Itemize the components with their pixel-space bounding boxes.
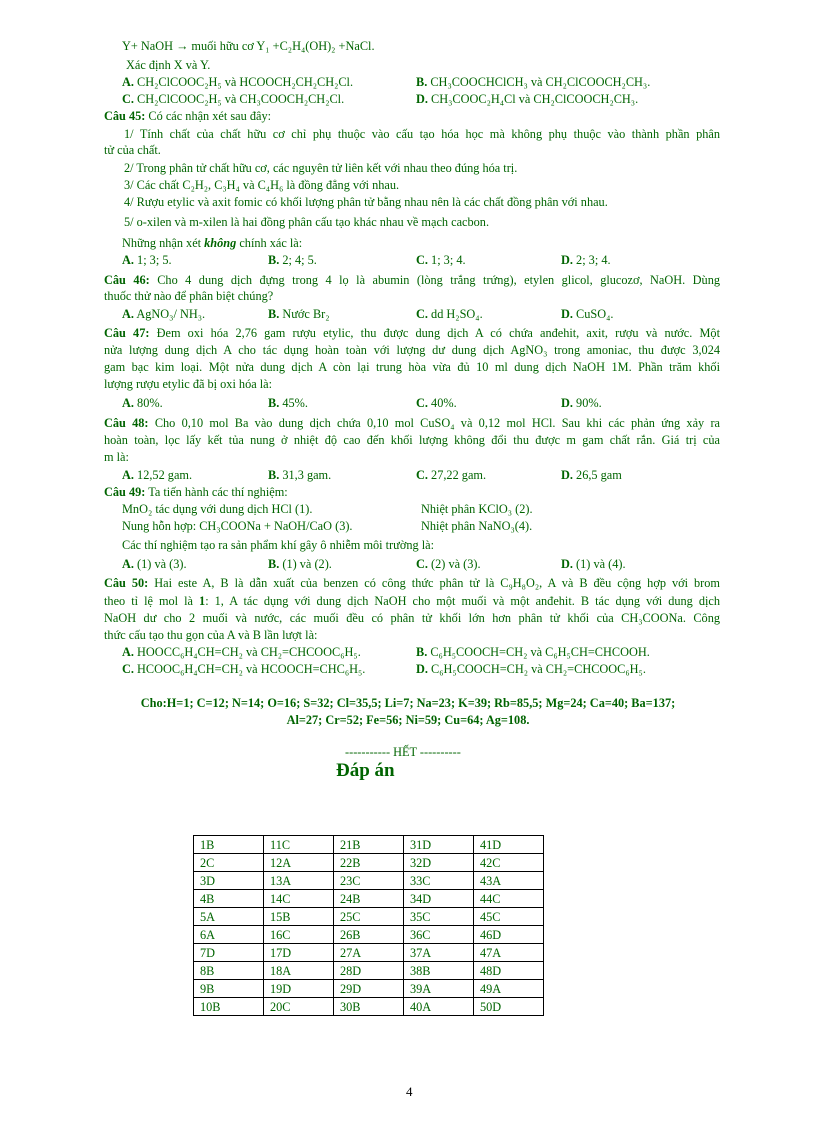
answer-cell: 47A — [474, 944, 544, 962]
q50-option-a: A. HOOCC₆H₄CH=CH₂ và CH₂=CHCOOC₆H₅. — [122, 645, 361, 659]
q45-option-c: C. 1; 3; 4. — [416, 253, 466, 267]
q48-label: Câu 48: — [104, 416, 149, 430]
q46-option-a: A. AgNO₃/ NH₃. — [122, 307, 206, 321]
answer-cell: 43A — [474, 872, 544, 890]
q49-ask: Các thí nghiệm tạo ra sản phẩm khí gây ô nhiễm môi trường là: — [122, 538, 434, 552]
q49-experiment-3: Nung hỗn hợp: CH₃COONa + NaOH/CaO (3). — [122, 519, 353, 533]
page-number: 4 — [406, 1084, 413, 1099]
answer-cell: 9B — [194, 980, 264, 998]
table-row — [194, 854, 544, 872]
table-row — [194, 872, 544, 890]
q49-experiment-4: Nhiệt phân NaNO₃(4). — [421, 519, 533, 533]
answer-cell: 13A — [264, 872, 334, 890]
answer-cell: 6A — [194, 926, 264, 944]
answer-cell: 49A — [474, 980, 544, 998]
answer-cell: 31D — [404, 836, 474, 854]
table-row — [194, 962, 544, 980]
end-marker: ----------- HẾT ---------- — [345, 745, 461, 759]
answer-cell: 17D — [264, 944, 334, 962]
q50-label: Câu 50: — [104, 576, 149, 590]
q47-label: Câu 47: — [104, 326, 150, 340]
q45-statement-5: 5/ o-xilen và m-xilen là hai đồng phân cấu tạo khác nhau về mạch cacbon. — [124, 215, 490, 229]
answer-cell: 19D — [264, 980, 334, 998]
answer-cell: 2C — [194, 854, 264, 872]
q44-option-b: B. CH₃COOCHClCH₃ và CH₂ClCOOCH₂CH₃. — [416, 75, 651, 89]
answer-cell: 3D — [194, 872, 264, 890]
q49-stem: Câu 49: Ta tiến hành các thí nghiệm: — [104, 485, 288, 499]
q46-option-c: C. dd H₂SO₄. — [416, 307, 483, 321]
answer-cell: 48D — [474, 962, 544, 980]
atomic-masses-line-1: Cho:H=1; C=12; N=14; O=16; S=32; Cl=35,5; Li=7; Na=23; K=39; Rb=85,5; Mg=24; Ca=40; Ba=137; — [140, 696, 676, 710]
q45-statement-4: 4/ Rượu etylic và axit fomic có khối lượng phân tử bằng nhau nên là các chất đồng phân với nhau. — [124, 195, 608, 209]
q47-option-b: B. 45%. — [268, 396, 308, 410]
answer-cell: 18A — [264, 962, 334, 980]
q50-option-b: B. C₆H₅COOCH=CH₂ và C₆H₅CH=CHCOOH. — [416, 645, 650, 659]
answer-cell: 44C — [474, 890, 544, 908]
q45-statement-3: 3/ Các chất C₂H₂, C₃H₄ và C₄H₆ là đồng đẳng với nhau. — [124, 178, 400, 192]
q48-line-1: Câu 48: Cho 0,10 mol Ba vào dung dịch chứa 0,10 mol CuSO₄ và 0,12 mol HCl. Sau khi các phản ứng xảy ra — [104, 416, 721, 430]
q47-option-a: A. 80%. — [122, 396, 163, 410]
answer-cell: 4B — [194, 890, 264, 908]
answer-cell: 39A — [404, 980, 474, 998]
answer-cell: 14C — [264, 890, 334, 908]
answer-cell: 20C — [264, 998, 334, 1016]
answer-cell: 45C — [474, 908, 544, 926]
q50-line-3: NaOH dư cho 2 muối và nước, các muối đều có phân tử khối lớn hơn phân tử khối của CH₃COONa. Công — [104, 611, 720, 625]
q47-option-c: C. 40%. — [416, 396, 457, 410]
q45-label: Câu 45: — [104, 109, 146, 123]
answer-cell: 26B — [334, 926, 404, 944]
answer-cell: 1B — [194, 836, 264, 854]
q49-experiment-2: Nhiệt phân KClO₃ (2). — [421, 502, 533, 516]
answer-cell: 29D — [334, 980, 404, 998]
q49-option-c: C. (2) và (3). — [416, 557, 481, 571]
table-row — [194, 908, 544, 926]
q50-option-c: C. HCOOC₆H₄CH=CH₂ và HCOOCH=CHC₆H₅. — [122, 662, 366, 676]
answer-title: Đáp án — [336, 760, 395, 781]
answer-cell: 27A — [334, 944, 404, 962]
q50-line-2: theo tỉ lệ mol là 1: 1, A tác dụng với dung dịch NaOH cho một muối và một anđehit. B tác dụng với dung dịch — [104, 594, 720, 608]
answer-cell: 38B — [404, 962, 474, 980]
answer-cell: 10B — [194, 998, 264, 1016]
q47-line-4: lượng rượu etylic đã bị oxi hóa là: — [104, 377, 273, 391]
answer-cell: 33C — [404, 872, 474, 890]
answer-cell: 40A — [404, 998, 474, 1016]
q45-option-a: A. 1; 3; 5. — [122, 253, 172, 267]
answer-cell: 36C — [404, 926, 474, 944]
q48-option-c: C. 27,22 gam. — [416, 468, 487, 482]
answer-cell: 16C — [264, 926, 334, 944]
q45-option-b: B. 2; 4; 5. — [268, 253, 317, 267]
q49-option-d: D. (1) và (4). — [561, 557, 626, 571]
answer-cell: 8B — [194, 962, 264, 980]
q45-stem: Câu 45: Có các nhận xét sau đây: — [104, 109, 272, 123]
table-row — [194, 926, 544, 944]
answer-cell: 25C — [334, 908, 404, 926]
answer-cell: 21B — [334, 836, 404, 854]
answer-cell: 35C — [404, 908, 474, 926]
q46-line-1: Câu 46: Cho 4 dung dịch đựng trong 4 lọ là abumin (lòng trắng trứng), etylen glicol, glucozơ, NaOH. Dùng — [104, 273, 720, 287]
answer-cell: 50D — [474, 998, 544, 1016]
q48-option-a: A. 12,52 gam. — [122, 468, 193, 482]
answer-cell: 12A — [264, 854, 334, 872]
answer-cell: 46D — [474, 926, 544, 944]
answer-cell: 11C — [264, 836, 334, 854]
answer-cell: 32D — [404, 854, 474, 872]
answer-cell: 7D — [194, 944, 264, 962]
answer-cell: 37A — [404, 944, 474, 962]
q47-option-d: D. 90%. — [561, 396, 602, 410]
answer-table — [193, 835, 544, 1016]
answer-cell: 42C — [474, 854, 544, 872]
answer-cell: 15B — [264, 908, 334, 926]
q45-ask: Những nhận xét không chính xác là: — [122, 236, 303, 250]
table-row — [194, 998, 544, 1016]
q44-option-a: A. CH₂ClCOOC₂H₅ và HCOOCH₂CH₂CH₂Cl. — [122, 75, 354, 89]
question-line: Xác định X và Y. — [126, 58, 211, 72]
q49-option-b: B. (1) và (2). — [268, 557, 332, 571]
table-row — [194, 980, 544, 998]
q49-experiment-1: MnO₂ tác dụng với dung dịch HCl (1). — [122, 502, 313, 516]
table-row — [194, 944, 544, 962]
q44-option-d: D. CH₃COOC₂H₄Cl và CH₂ClCOOCH₂CH₃. — [416, 92, 639, 106]
q45-option-d: D. 2; 3; 4. — [561, 253, 611, 267]
answer-cell: 34D — [404, 890, 474, 908]
q45-statement-1-cont: tử của chất. — [104, 143, 161, 157]
q50-line-1: Câu 50: Hai este A, B là dẫn xuất của benzen có công thức phân tử là C₉H₈O₂, A và B đều cộng hợp với brom — [104, 576, 720, 590]
answer-cell: 24B — [334, 890, 404, 908]
answer-cell: 5A — [194, 908, 264, 926]
q44-option-c: C. CH₂ClCOOC₂H₅ và CH₃COOCH₂CH₂Cl. — [122, 92, 345, 106]
q46-option-b: B. Nước Br₂ — [268, 307, 330, 321]
q45-statement-2: 2/ Trong phân tử chất hữu cơ, các nguyên tử liên kết với nhau theo đúng hóa trị. — [124, 161, 518, 175]
q46-label: Câu 46: — [104, 273, 150, 287]
table-row — [194, 890, 544, 908]
reaction-line: Y+ NaOH → muối hữu cơ Y₁ +C₂H₄(OH)₂ +NaCl. — [122, 39, 375, 53]
q48-option-d: D. 26,5 gam — [561, 468, 622, 482]
q47-line-3: gam bạc kim loại. Một nửa dung dịch A còn lại trung hòa vừa đủ 10 ml dung dịch NaOH 1M. Phần trăm khối — [104, 360, 720, 374]
atomic-masses-line-2: Al=27; Cr=52; Fe=56; Ni=59; Cu=64; Ag=108. — [286, 713, 530, 727]
answer-cell: 30B — [334, 998, 404, 1016]
q46-line-2: thuốc thử nào để phân biệt chúng? — [104, 289, 274, 303]
answer-cell: 22B — [334, 854, 404, 872]
q48-option-b: B. 31,3 gam. — [268, 468, 332, 482]
answer-cell: 23C — [334, 872, 404, 890]
q50-line-4: thức cấu tạo thu gọn của A và B lần lượt là: — [104, 628, 318, 642]
q47-line-2: nửa lượng dung dịch A cho tác dụng hoàn toàn với lượng dư dung dịch AgNO₃ trong amoniac, thu được 3,024 — [104, 343, 720, 357]
q47-line-1: Câu 47: Đem oxi hóa 2,76 gam rượu etylic, thu được dung dịch A có chứa anđehit, axit, rượu và nước. Một — [104, 326, 720, 340]
table-row — [194, 836, 544, 854]
q46-option-d: D. CuSO₄. — [561, 307, 614, 321]
q49-label: Câu 49: — [104, 485, 146, 499]
q48-line-3: m là: — [104, 450, 129, 464]
q50-option-d: D. C₆H₅COOCH=CH₂ và CH₂=CHCOOC₆H₅. — [416, 662, 646, 676]
q49-option-a: A. (1) và (3). — [122, 557, 187, 571]
answer-cell: 28D — [334, 962, 404, 980]
q48-line-2: hoàn toàn, lọc lấy kết tủa nung ở nhiệt độ cao đến khối lượng không đổi thu được m gam chất rắn. Giá trị của — [104, 433, 720, 447]
answer-cell: 41D — [474, 836, 544, 854]
q45-statement-1: 1/ Tính chất của chất hữu cơ chỉ phụ thuộc vào cấu tạo hóa học mà không phụ thuộc vào thành phần phân — [124, 127, 720, 141]
